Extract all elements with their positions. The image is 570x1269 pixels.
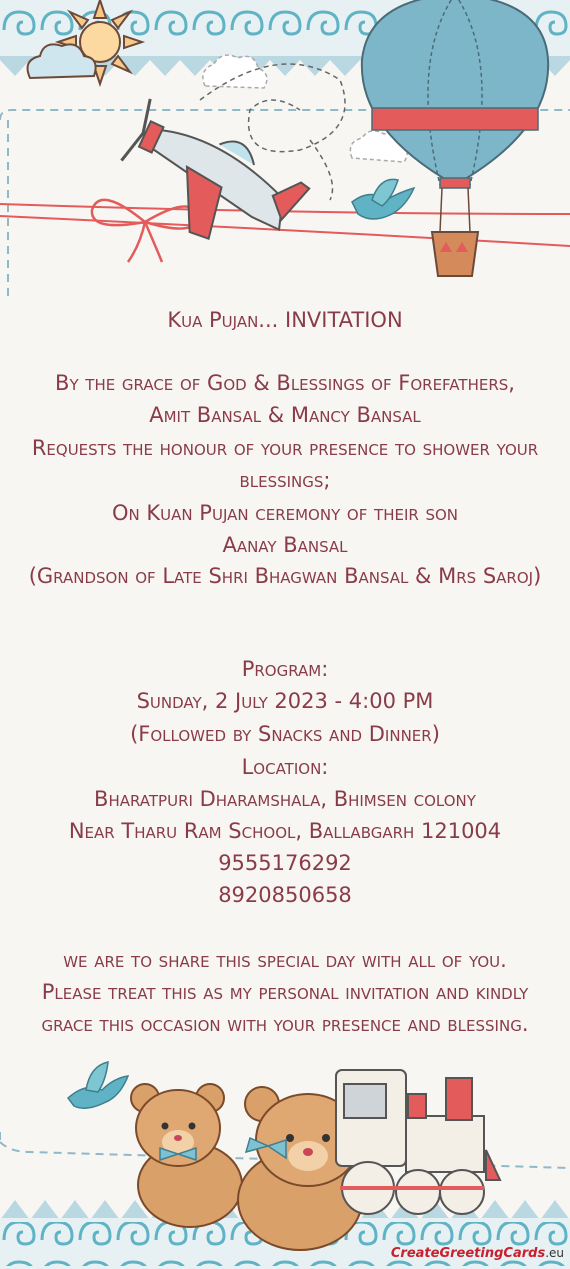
phone-number-2: 8920850658 <box>218 883 352 907</box>
request-line: Requests the honour of your presence to shower your <box>31 436 539 460</box>
program-label: Program: <box>241 657 329 681</box>
brand-logo-text: CreateGreetingCards <box>390 1246 546 1261</box>
grandson-line: (Grandson of Late Shri Bhagwan Bansal & Mrs Saroj) <box>28 564 542 588</box>
hosts-names: Amit Bansal & Mancy Bansal <box>149 403 421 427</box>
bottom-illustration <box>0 1050 570 1269</box>
brand-logo[interactable] <box>391 1246 564 1261</box>
brand-logo-tld: .eu <box>545 1246 564 1260</box>
location-label: Location: <box>241 755 329 779</box>
son-name: Aanay Bansal <box>222 533 348 557</box>
closing-line-2: Please treat this as my personal invitation and kindly <box>41 980 529 1004</box>
blessing-line: By the grace of God & Blessings of Forefathers, <box>55 371 515 395</box>
bird-icon <box>68 1062 128 1108</box>
invitation-heading: Kua Pujan... INVITATION <box>167 308 403 332</box>
closing-line-3: grace this occasion with your presence and blessing. <box>41 1012 529 1036</box>
teddy-bear-icon <box>131 1084 242 1227</box>
program-note: (Followed by Snacks and Dinner) <box>130 722 440 746</box>
program-date-time: Sunday, 2 July 2023 - 4:00 PM <box>136 689 434 713</box>
request-line-cont: blessings; <box>239 468 331 492</box>
location-address: Near Tharu Ram School, Ballabgarh 121004 <box>68 819 502 843</box>
toy-train-icon <box>336 1070 500 1214</box>
top-illustration <box>0 0 570 300</box>
location-venue: Bharatpuri Dharamshala, Bhimsen colony <box>94 787 476 811</box>
phone-number-1: 9555176292 <box>218 851 352 875</box>
ceremony-line: On Kuan Pujan ceremony of their son <box>111 501 459 525</box>
closing-line-1: we are to share this special day with all of you. <box>63 948 507 972</box>
